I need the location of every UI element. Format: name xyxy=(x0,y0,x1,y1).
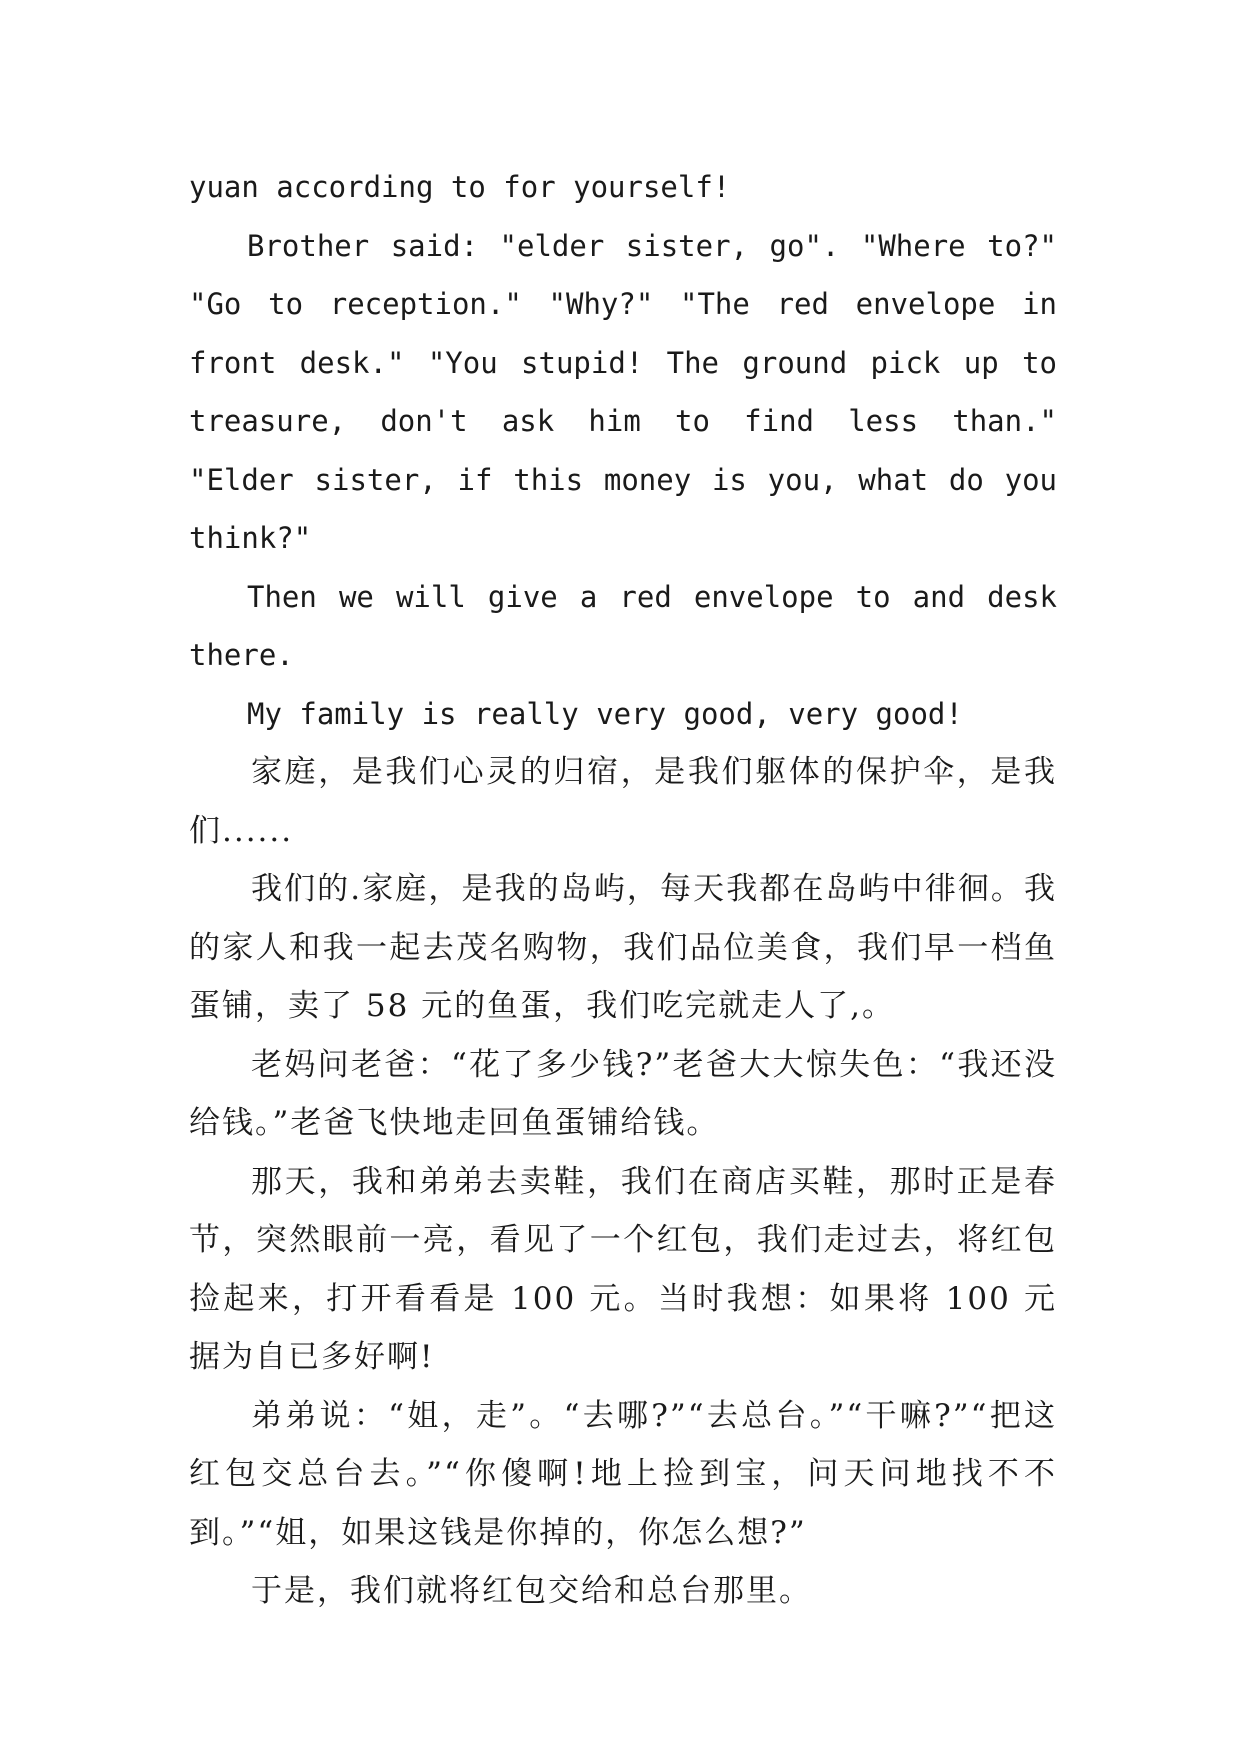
paragraph: 老妈问老爸：“花了多少钱?”老爸大大惊失色：“我还没给钱。”老爸飞快地走回鱼蛋铺给钱。 xyxy=(189,1046,1057,1141)
paragraph: Then we will give a red envelope to and desk there. xyxy=(189,579,1057,672)
document-body xyxy=(189,158,1057,1621)
paragraph: 那天，我和弟弟去卖鞋，我们在商店买鞋，那时正是春节，突然眼前一亮，看见了一个红包，我们走过去，将红包捡起来，打开看看是 100 元。当时我想：如果将 100 元据为自已多好啊! xyxy=(189,1163,1057,1375)
paragraph: My family is really very good, very good! xyxy=(247,696,963,731)
paragraph: 弟弟说：“姐，走”。“去哪?”“去总台。”“干嘛?”“把这红包交总台去。”“你傻啊!地上捡到宝，问天问地找不不到。”“姐，如果这钱是你掉的，你怎么想?” xyxy=(189,1397,1057,1551)
paragraph: 我们的.家庭，是我的岛屿，每天我都在岛屿中徘徊。我的家人和我一起去茂名购物，我们品位美食，我们早一档鱼蛋铺，卖了 58 元的鱼蛋，我们吃完就走人了,。 xyxy=(189,871,1057,1024)
paragraph: Brother said: "elder sister, go". "Where to?" "Go to reception." "Why?" "The red envelope in front desk." "You stupid! The ground pick up to treasure, don't ask him to find less than." "Elder sister, if this money is you, what do you think?" xyxy=(189,228,1057,555)
paragraph: yuan according to for yourself! xyxy=(189,170,731,204)
paragraph: 于是，我们就将红包交给和总台那里。 xyxy=(251,1573,812,1609)
paragraph: 家庭，是我们心灵的归宿，是我们躯体的保护伞，是我们...... xyxy=(189,754,1057,849)
